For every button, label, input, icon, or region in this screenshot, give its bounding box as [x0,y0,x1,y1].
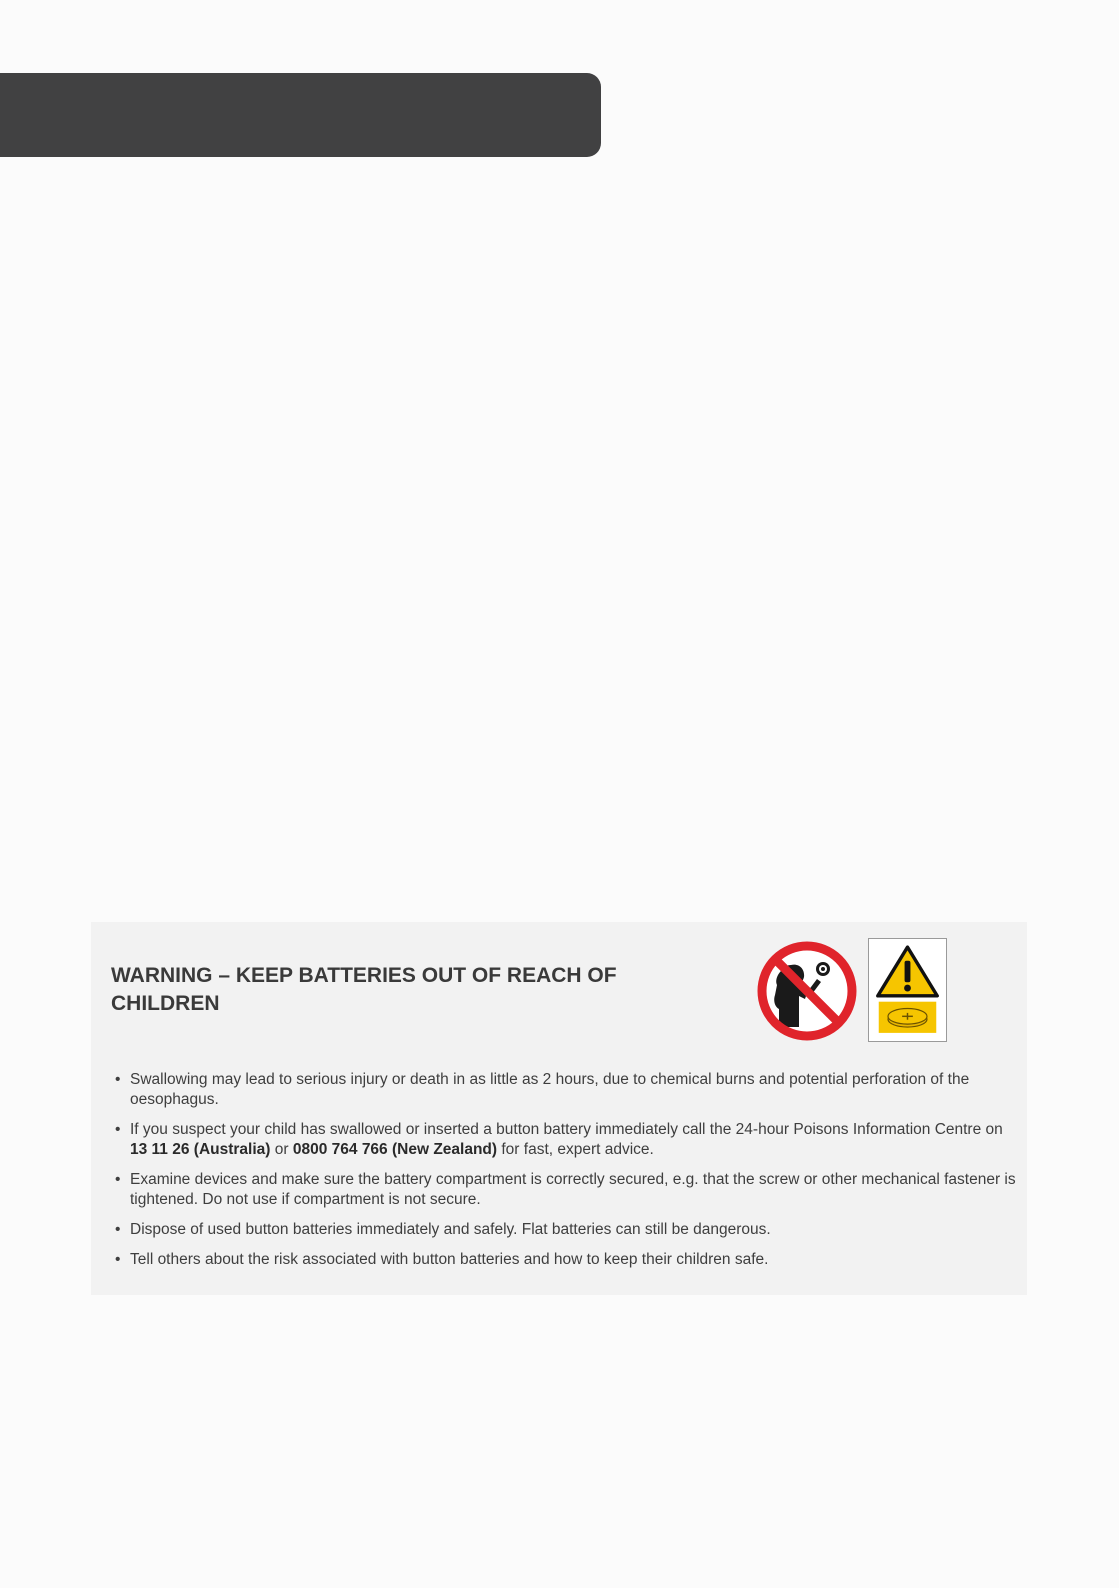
warning-item: • If you suspect your child has swallowed or inserted a button battery immediately call the 24-hour Poisons Information Centre on 13 11 26 (Australia) or 0800 764 766 (New Zealand) for fast, expert advice. [130,1120,1020,1160]
warning-list [111,1070,1020,1280]
warning-item: • Swallowing may lead to serious injury or death in as little as 2 hours, due to chemical burns and potential perforation of the oesophagus. [130,1070,1020,1110]
header-bar [0,73,601,157]
warning-item: • Dispose of used button batteries immediately and safely. Flat batteries can still be dangerous. [130,1220,1020,1240]
warning-item: • Tell others about the risk associated with button batteries and how to keep their children safe. [130,1250,1020,1270]
battery-hazard-icon [868,938,947,1042]
battery-warning-panel [91,922,1027,1295]
warning-item: • Examine devices and make sure the battery compartment is correctly secured, e.g. that the screw or other mechanical fastener is tightened. Do not use if compartment is not secure. [130,1170,1020,1210]
phone-australia: 13 11 26 (Australia) [130,1141,271,1158]
phone-new-zealand: 0800 764 766 (New Zealand) [292,1141,498,1158]
warning-title: WARNING – KEEP BATTERIES OUT OF REACH OF CHILDREN [111,964,617,1015]
keep-away-from-children-icon [755,939,859,1043]
